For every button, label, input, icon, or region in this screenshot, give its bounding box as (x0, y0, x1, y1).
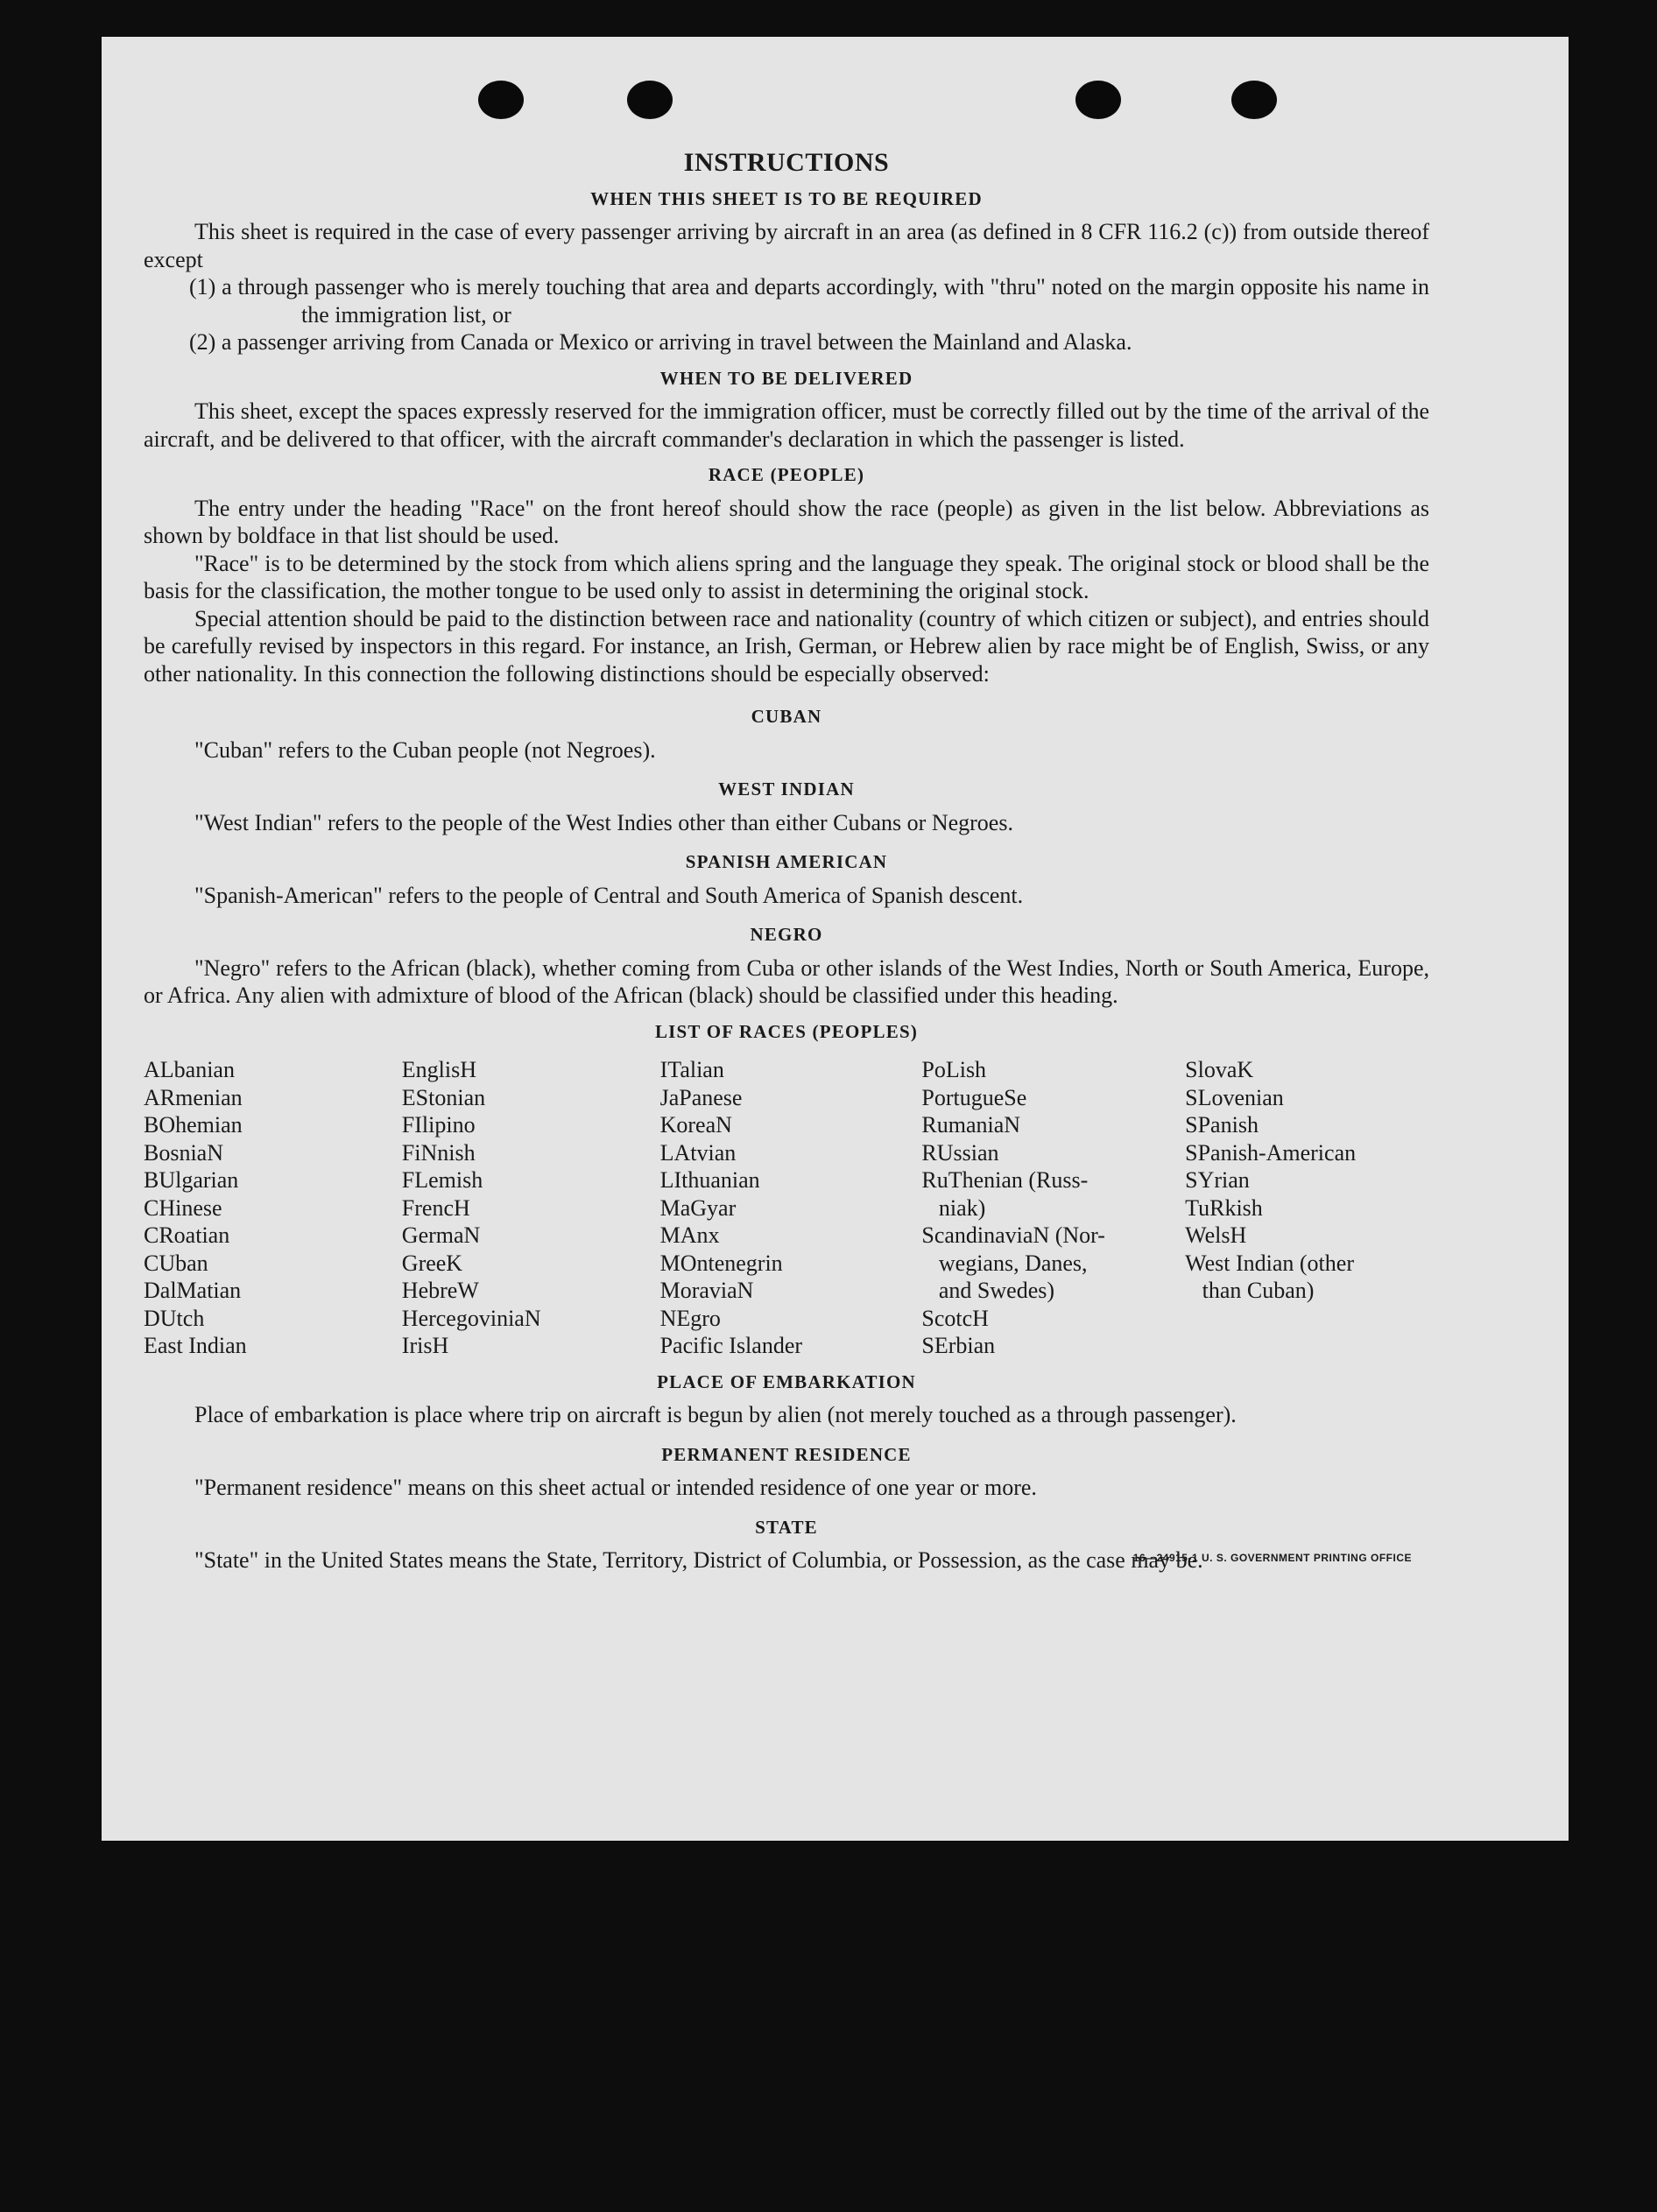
race-entry: RuThenian (Russ- (921, 1167, 1089, 1193)
race-entry: EStonian (401, 1084, 486, 1110)
race-entry: DUtch (144, 1305, 205, 1331)
race-entry: BUlgarian (144, 1167, 239, 1193)
race-entry: KoreaN (659, 1112, 732, 1138)
race-entry: RumaniaN (921, 1112, 1021, 1138)
race-entry: FLemish (401, 1167, 483, 1193)
race-entry: FrencH (401, 1194, 470, 1221)
race-entry: NEgro (659, 1305, 721, 1331)
race-entry: LAtvian (659, 1139, 737, 1166)
race-entry: FiNnish (401, 1139, 476, 1166)
required-intro: This sheet is required in the case of every passenger arriving by aircraft in an area (as defined in 8 CFR 116.2 (c)) from outside thereof except (144, 219, 1429, 272)
race-entry: SPanish (1185, 1112, 1259, 1138)
race-entry: SYrian (1185, 1167, 1250, 1193)
section-heading-race: RACE (PEOPLE) (708, 464, 865, 485)
race-entry: FIlipino (401, 1112, 476, 1138)
race-entry: MoraviaN (659, 1278, 754, 1303)
race-entry: Pacific Islander (659, 1333, 803, 1358)
punch-hole (1075, 81, 1121, 119)
west-indian-text: "West Indian" refers to the people of the West Indies other than either Cubans or Negroes. (194, 809, 1013, 835)
race-column (402, 1056, 660, 1360)
section-heading-embarkation: PLACE OF EMBARKATION (657, 1370, 916, 1392)
embarkation-text: Place of embarkation is place where trip on aircraft is begun by alien (not merely touched as a through passenger). (194, 1402, 1237, 1427)
race-entry: BosniaN (144, 1139, 223, 1166)
race-entry: WelsH (1185, 1222, 1247, 1248)
race-entry: SlovaK (1185, 1057, 1254, 1082)
race-entry: HebreW (401, 1278, 479, 1303)
race-entry: than Cuban) (1185, 1278, 1315, 1303)
instructions-title: INSTRUCTIONS (683, 148, 890, 177)
section-heading-required: WHEN THIS SHEET IS TO BE REQUIRED (590, 187, 983, 209)
spanish-american-text: "Spanish-American" refers to the people of Central and South America of Spanish descent. (194, 882, 1024, 908)
race-entry: MAnx (659, 1222, 720, 1248)
section-heading-delivered: WHEN TO BE DELIVERED (659, 367, 913, 389)
section-heading-negro: NEGRO (750, 924, 823, 945)
required-item-1: (1) a through passenger who is merely touching that area and departs accordingly, with "thru" noted on the margin opposite his name in the immigration list, or (189, 274, 1429, 328)
delivered-text: This sheet, except the spaces expressly reserved for the immigration officer, must be correctly filled out by the time of the arrival of the aircraft, and be delivered to that officer, with the aircraft commander's declaration in which the passenger is listed. (144, 398, 1429, 452)
race-entry: CUban (144, 1250, 208, 1276)
race-entry: ALbanian (144, 1057, 235, 1082)
race-entry: East Indian (144, 1333, 247, 1358)
state-text: "State" in the United States means the State, Territory, District of Columbia, or Possession, as the case may be. (194, 1547, 1203, 1573)
race-entry: and Swedes) (921, 1278, 1055, 1303)
race-entry: JaPanese (659, 1084, 743, 1110)
residence-text: "Permanent residence" means on this sheet actual or intended residence of one year or more. (194, 1475, 1037, 1500)
race-entry: MOntenegrin (659, 1250, 783, 1276)
race-list (144, 1056, 1429, 1360)
race-entry: TuRkish (1185, 1194, 1263, 1221)
race-entry: CRoatian (144, 1222, 230, 1248)
section-heading-spanish-american: SPANISH AMERICAN (685, 851, 888, 872)
race-entry: PortugueSe (921, 1084, 1027, 1110)
punch-hole (627, 81, 673, 119)
required-item-2: (2) a passenger arriving from Canada or Mexico or arriving in travel between the Mainland and Alaska. (189, 329, 1132, 355)
race-entry: LIthuanian (659, 1167, 760, 1193)
race-entry: West Indian (other (1185, 1250, 1354, 1276)
race-entry: HercegoviniaN (401, 1305, 541, 1331)
race-entry: SErbian (921, 1333, 996, 1358)
document-sheet (102, 37, 1569, 1841)
race-entry: ITalian (659, 1057, 724, 1082)
race-entry: GermaN (401, 1222, 481, 1248)
instructions-content (144, 149, 1429, 1574)
race-paragraph-2: "Race" is to be determined by the stock from which aliens spring and the language they speak. The original stock or blood shall be the basis for the classification, the mother tongue to be used only to assist in determining the original stock. (144, 550, 1429, 603)
race-entry: wegians, Danes, (921, 1250, 1088, 1276)
punch-hole (1231, 81, 1277, 119)
race-entry: GreeK (401, 1250, 463, 1276)
section-heading-state: STATE (755, 1516, 818, 1538)
race-entry: IrisH (401, 1333, 449, 1358)
punch-hole (478, 81, 524, 119)
race-paragraph-3: Special attention should be paid to the distinction between race and nationality (country of which citizen or subject), and entries should be carefully revised by inspectors in this regard. For instance, an Irish, German, or Hebrew alien by race might be of English, Swiss, or any other nationality. In this connection the following distinctions should be especially observed: (144, 605, 1429, 687)
race-entry: BOhemian (144, 1112, 243, 1138)
race-entry: ScotcH (921, 1305, 989, 1331)
section-heading-residence: PERMANENT RESIDENCE (661, 1443, 912, 1465)
section-heading-cuban: CUBAN (751, 706, 822, 727)
negro-text: "Negro" refers to the African (black), whether coming from Cuba or other islands of the West Indies, North or South America, Europe, or Africa. Any alien with admixture of blood of the African (black) should be classified under this heading. (144, 955, 1429, 1008)
race-entry: ARmenian (144, 1084, 243, 1110)
race-entry: SLovenian (1185, 1084, 1284, 1110)
race-entry: CHinese (144, 1194, 222, 1221)
section-heading-list-of-races: LIST OF RACES (PEOPLES) (654, 1020, 919, 1042)
race-paragraph-1: The entry under the heading "Race" on the front hereof should show the race (people) as given in the list below. Abbreviations as shown by boldface in that list should be used. (144, 495, 1429, 548)
race-column (660, 1056, 922, 1360)
race-entry: PoLish (921, 1057, 987, 1082)
race-entry: RUssian (921, 1139, 999, 1166)
printer-note: 16—24915-1 U. S. GOVERNMENT PRINTING OFFICE (1132, 1552, 1412, 1564)
race-entry: ScandinaviaN (Nor- (921, 1222, 1105, 1248)
race-entry: EnglisH (401, 1057, 477, 1082)
state-block (144, 1546, 1429, 1574)
race-column (921, 1056, 1185, 1360)
race-entry: niak) (921, 1194, 986, 1221)
cuban-text: "Cuban" refers to the Cuban people (not Negroes). (194, 736, 656, 763)
race-column (1185, 1056, 1429, 1360)
race-entry: DalMatian (144, 1278, 242, 1303)
race-entry: SPanish-American (1185, 1139, 1357, 1166)
race-entry: MaGyar (659, 1194, 737, 1221)
section-heading-west-indian: WEST INDIAN (718, 778, 855, 800)
race-column (144, 1056, 402, 1360)
